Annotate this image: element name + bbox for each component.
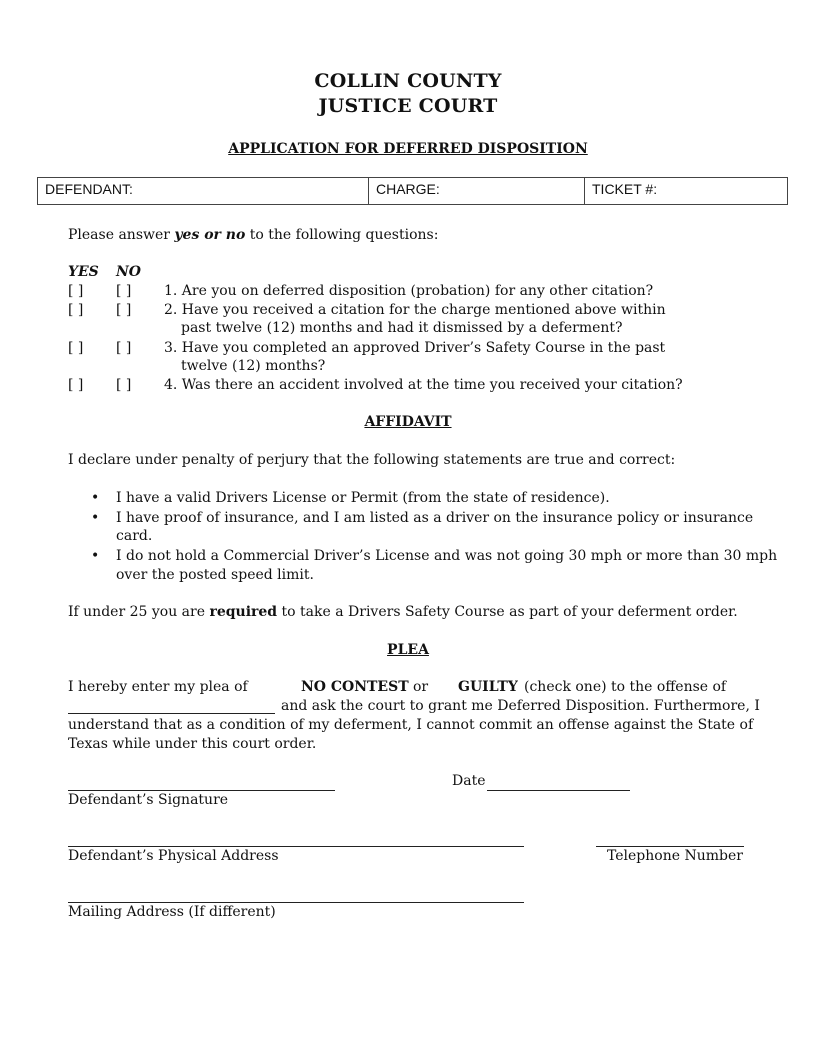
mailing-address-label: Mailing Address (If different) [68, 904, 276, 920]
bullet-icon: • [91, 490, 100, 506]
question-3-cont: twelve (12) months? [181, 358, 326, 374]
no-column-label: NO [116, 264, 141, 280]
intro-text: Please answer [68, 227, 175, 243]
date-line[interactable] [487, 790, 630, 791]
q1-yes-checkbox[interactable]: [ ] [68, 283, 84, 299]
plea-line-4: Texas while under this court order. [68, 736, 317, 752]
plea-line-3: understand that as a condition of my deferment, I cannot commit an offense against the State of [68, 717, 754, 733]
under-25-text: If under 25 you are [68, 604, 210, 620]
question-2-cont: past twelve (12) months and had it dismissed by a deferment? [181, 320, 623, 336]
question-4: 4. Was there an accident involved at the time you received your citation? [164, 377, 683, 393]
affidavit-item-3-cont: over the posted speed limit. [116, 567, 314, 583]
required-emphasis: required [209, 604, 278, 620]
q3-yes-checkbox[interactable]: [ ] [68, 340, 84, 356]
affidavit-declaration: I declare under penalty of perjury that the following statements are true and correct: [68, 452, 676, 468]
under-25-text-end: to take a Drivers Safety Course as part of your deferment order. [277, 604, 738, 620]
form-title: APPLICATION FOR DEFERRED DISPOSITION [228, 141, 588, 157]
mailing-address-line[interactable] [68, 902, 524, 903]
q2-yes-checkbox[interactable]: [ ] [68, 302, 84, 318]
signature-line[interactable] [68, 790, 335, 791]
plea-heading: PLEA [387, 642, 429, 658]
question-3: 3. Have you completed an approved Driver’s Safety Course in the past [164, 340, 666, 356]
guilty-option[interactable]: GUILTY [458, 679, 518, 695]
ticket-field[interactable]: TICKET #: [592, 181, 658, 197]
defendant-signature-label: Defendant’s Signature [68, 792, 229, 808]
affidavit-item-2-cont: card. [116, 528, 153, 544]
date-label: Date [452, 773, 486, 789]
court-name-line2: JUSTICE COURT [318, 95, 498, 117]
telephone-line[interactable] [596, 846, 744, 847]
plea-or: or [413, 679, 429, 695]
plea-line-2: and ask the court to grant me Deferred Disposition. Furthermore, I [281, 698, 760, 714]
yes-column-label: YES [68, 264, 99, 280]
bullet-icon: • [91, 510, 100, 526]
q2-no-checkbox[interactable]: [ ] [116, 302, 132, 318]
defendant-info-table [37, 177, 788, 205]
question-1: 1. Are you on deferred disposition (probation) for any other citation? [164, 283, 654, 299]
bullet-icon: • [91, 548, 100, 564]
affidavit-item-3: I do not hold a Commercial Driver’s License and was not going 30 mph or more than 30 mph [116, 548, 778, 564]
plea-line-1-end: (check one) to the offense of [524, 679, 727, 695]
intro-text-end: to the following questions: [245, 227, 439, 243]
no-contest-option[interactable]: NO CONTEST [301, 679, 409, 695]
q1-no-checkbox[interactable]: [ ] [116, 283, 132, 299]
affidavit-item-2: I have proof of insurance, and I am listed as a driver on the insurance policy or insurance [116, 510, 754, 526]
under-25-notice [68, 604, 738, 620]
plea-line-1-start: I hereby enter my plea of [68, 679, 248, 695]
affidavit-item-1: I have a valid Drivers License or Permit (from the state of residence). [116, 490, 610, 506]
q3-no-checkbox[interactable]: [ ] [116, 340, 132, 356]
court-name-line1: COLLIN COUNTY [314, 70, 502, 92]
physical-address-line[interactable] [68, 846, 524, 847]
question-2: 2. Have you received a citation for the charge mentioned above within [164, 302, 666, 318]
physical-address-label: Defendant’s Physical Address [68, 848, 279, 864]
charge-field[interactable]: CHARGE: [376, 181, 440, 197]
q4-no-checkbox[interactable]: [ ] [116, 377, 132, 393]
defendant-field[interactable]: DEFENDANT: [45, 181, 133, 197]
intro-emphasis: yes or no [174, 227, 246, 243]
affidavit-heading: AFFIDAVIT [364, 414, 452, 430]
offense-blank-line[interactable] [68, 713, 275, 714]
questions-intro [68, 227, 438, 243]
q4-yes-checkbox[interactable]: [ ] [68, 377, 84, 393]
telephone-label: Telephone Number [607, 848, 743, 864]
